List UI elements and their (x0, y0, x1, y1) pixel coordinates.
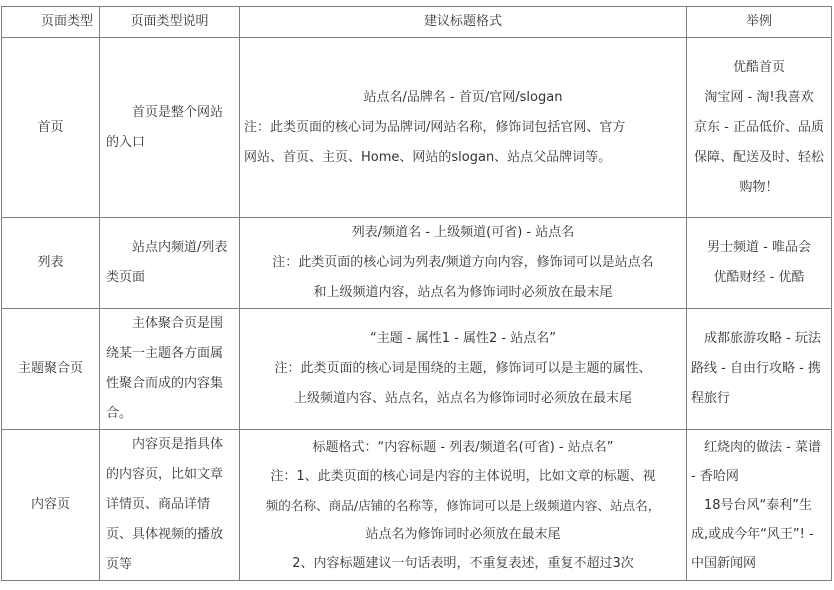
cell-title-format (240, 309, 687, 430)
format-line: 上级频道内容、站点名，站点名为修饰词时必须放在最末尾 (293, 391, 632, 406)
format-line: 站点名为修饰词时必须放在最末尾 (365, 526, 561, 542)
format-line: 和上级频道内容，站点名为修饰词时必须放在最末尾 (313, 285, 613, 300)
cell-title-format (240, 38, 687, 218)
cell-title-format (240, 430, 687, 581)
cell-example (687, 309, 832, 430)
format-line: 注：1、此类页面的核心词是内容的主体说明，比如文章的标题、视 (270, 468, 656, 484)
cell-example (687, 218, 832, 309)
page-title-guidelines-table (1, 6, 832, 581)
header-suggested-title-format: 建议标题格式 (240, 7, 687, 38)
table-row (2, 38, 832, 218)
format-line: 站点名/品牌名 - 首页/官网/slogan (363, 89, 563, 105)
cell-description: 首页是整个网站的入口 (100, 38, 240, 218)
format-line: 注：此类页面的核心词为品牌词/网站名称，修饰词包括官网、官方 (244, 119, 626, 135)
table-row (2, 309, 832, 430)
cell-description: 内容页是指具体的内容页，比如文章详情页、商品详情页、具体视频的播放页等 (100, 430, 240, 581)
format-line: 标题格式：“内容标题 - 列表/频道名(可省) - 站点名” (312, 439, 614, 455)
format-line: 注：此类页面的核心词是围绕的主题，修饰词可以是主题的属性、 (274, 361, 652, 376)
cell-example (687, 430, 832, 581)
format-line: 频的名称、商品/店铺的名称等，修饰词可以是上级频道内容、站点名， (265, 497, 661, 513)
format-line: 2、内容标题建议一句话表明，不重复表述，重复不超过3次 (292, 555, 634, 571)
format-line: 注：此类页面的核心词为列表/频道方向内容，修饰词可以是站点名 (272, 255, 654, 270)
table-row (2, 218, 832, 309)
table-header-row (2, 7, 832, 38)
cell-page-type: 内容页 (2, 430, 100, 581)
format-line: “主题 - 属性1 - 属性2 - 站点名” (370, 331, 556, 346)
cell-example (687, 38, 832, 218)
table-row (2, 430, 832, 581)
header-page-type: 页面类型 (2, 7, 100, 38)
example-line: 18号台风“泰利”生成,或成今年“风王”! - 中国新闻网 (691, 497, 814, 571)
cell-page-type: 列表 (2, 218, 100, 309)
example-line: 男士频道 - 唯品会 (707, 240, 811, 255)
cell-description: 站点内频道/列表类页面 (100, 218, 240, 309)
header-page-type-description: 页面类型说明 (100, 7, 240, 38)
header-example: 举例 (687, 7, 832, 38)
cell-description: 主体聚合页是围绕某一主题各方面属性聚合而成的内容集合。 (100, 309, 240, 430)
example-line: 优酷财经 - 优酷 (713, 270, 805, 285)
format-line: 列表/频道名 - 上级频道(可省) - 站点名 (351, 225, 575, 240)
example-line: 优酷首页 (732, 59, 785, 75)
format-line: 网站、首页、主页、Home、网站的slogan、站点父品牌词等。 (244, 149, 612, 165)
example-line: 淘宝网 - 淘!我喜欢 (704, 89, 814, 105)
cell-page-type: 首页 (2, 38, 100, 218)
cell-page-type: 主题聚合页 (2, 309, 100, 430)
cell-title-format (240, 218, 687, 309)
example-line: 成都旅游攻略 - 玩法路线 - 自由行攻略 - 携程旅行 (691, 331, 821, 406)
example-line: 京东 - 正品低价、品质保障、配送及时、轻松购物！ (693, 119, 824, 195)
example-line: 红烧肉的做法 - 菜谱 - 香哈网 (691, 439, 821, 484)
